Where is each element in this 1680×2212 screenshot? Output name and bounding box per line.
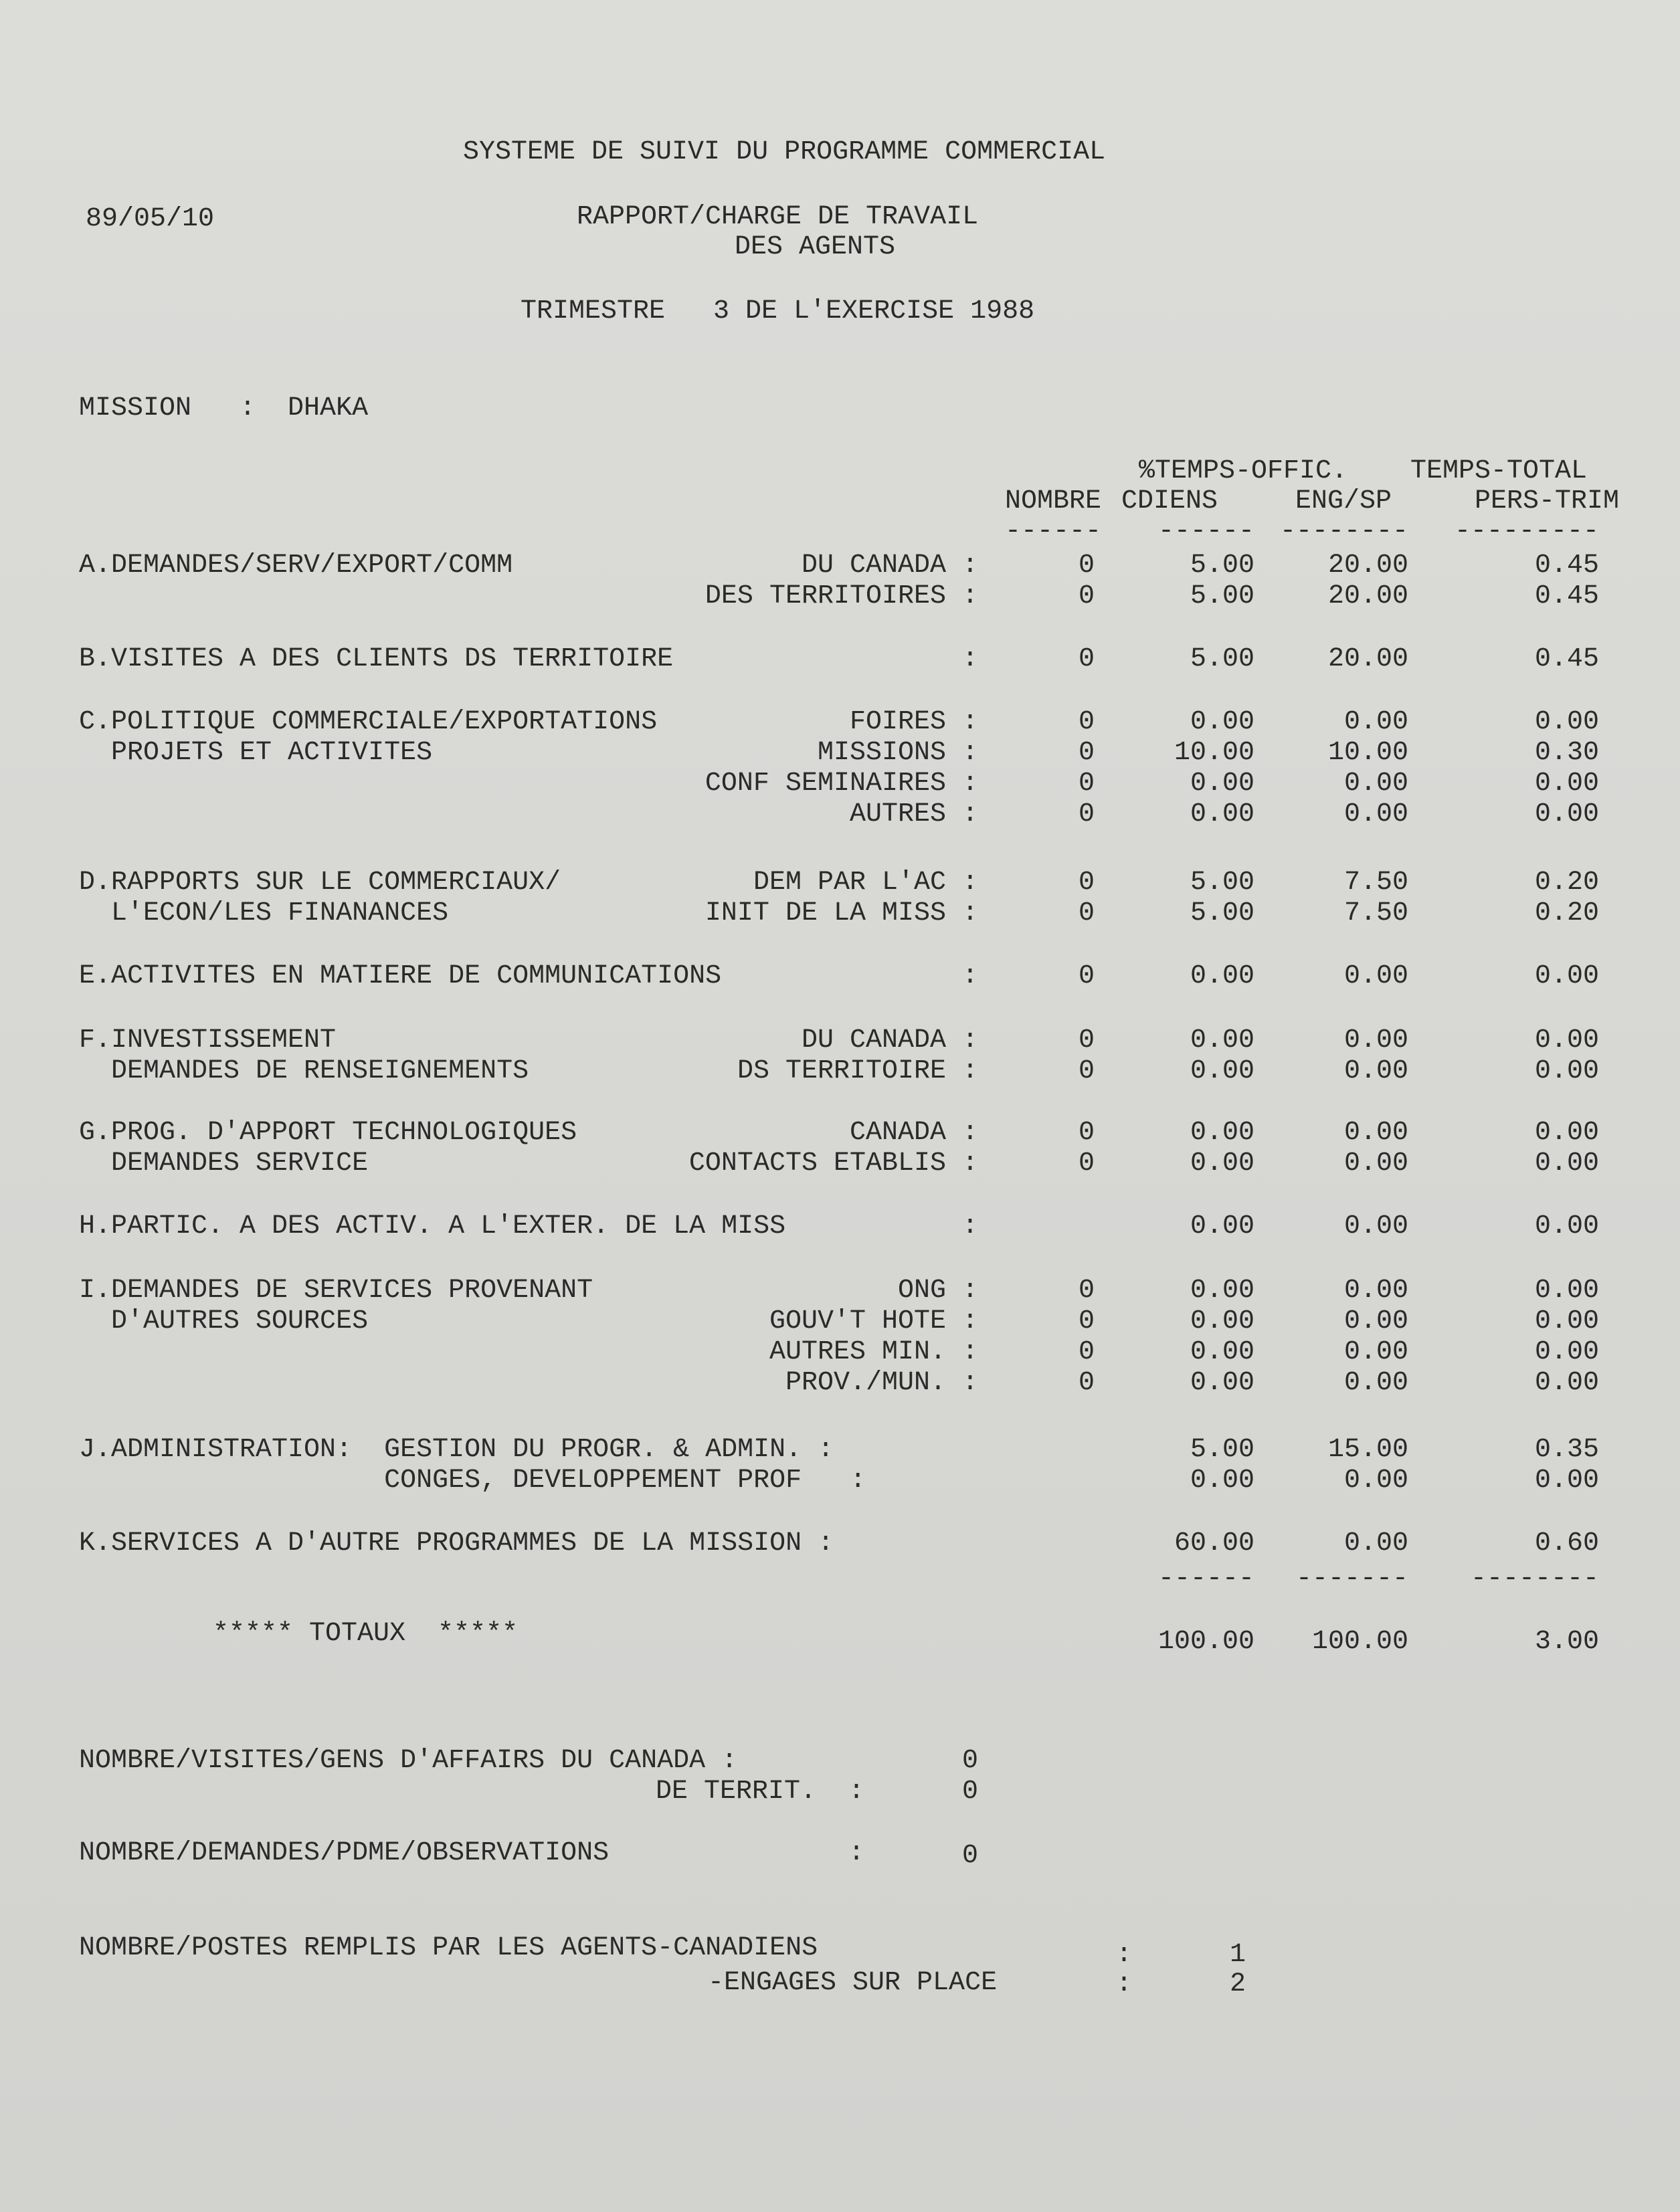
- row-engsp: 0.00: [1343, 1368, 1408, 1398]
- row-label: A.DEMANDES/SERV/EXPORT/COMM: [79, 550, 513, 581]
- row-nombre: 0: [1078, 1118, 1095, 1148]
- row-nombre: 0: [1078, 769, 1095, 799]
- row-sublabel: DEM PAR L'AC :: [753, 868, 978, 898]
- row-perstrim: 0.45: [1534, 581, 1599, 611]
- totals-cdiens: 100.00: [1157, 1627, 1254, 1657]
- row-nombre: 0: [1078, 644, 1095, 674]
- row-nombre: 0: [1078, 799, 1095, 829]
- row-engsp: 0.00: [1343, 799, 1408, 829]
- system-title: SYSTEME DE SUIVI DU PROGRAMME COMMERCIAL: [463, 137, 1106, 167]
- engages-label: -ENGAGES SUR PLACE: [708, 1968, 998, 1998]
- row-nombre: 0: [1078, 707, 1095, 737]
- row-cdiens: 0.00: [1190, 1368, 1254, 1398]
- row-perstrim: 0.00: [1534, 1025, 1599, 1055]
- row-engsp: 0.00: [1343, 1056, 1408, 1086]
- row-sublabel: PROV./MUN. :: [785, 1368, 978, 1398]
- row-engsp: 0.00: [1343, 1148, 1408, 1179]
- row-perstrim: 0.00: [1534, 1466, 1599, 1496]
- row-sublabel: CONF SEMINAIRES :: [705, 769, 978, 799]
- pdme-colon: :: [848, 1838, 865, 1868]
- divider-nombre: ------: [1004, 516, 1101, 546]
- row-perstrim: 0.00: [1534, 799, 1599, 829]
- engages-colon: :: [1116, 1969, 1133, 1999]
- row-nombre: 0: [1078, 1148, 1095, 1179]
- row-perstrim: 0.00: [1534, 1337, 1599, 1367]
- row-engsp: 0.00: [1343, 1337, 1408, 1367]
- engages-value: 2: [1230, 1969, 1246, 1999]
- row-engsp: 0.00: [1343, 1118, 1408, 1148]
- row-cdiens: 5.00: [1190, 550, 1254, 581]
- row-nombre: 0: [1078, 1337, 1095, 1367]
- row-label: L'ECON/LES FINANANCES: [79, 898, 449, 928]
- row-label: D.RAPPORTS SUR LE COMMERCIAUX/: [79, 868, 561, 898]
- row-perstrim: 0.20: [1534, 868, 1599, 898]
- report-date: 89/05/10: [86, 204, 215, 234]
- row-engsp: 0.00: [1343, 961, 1408, 991]
- row-engsp: 7.50: [1343, 898, 1408, 928]
- row-engsp: 0.00: [1343, 707, 1408, 737]
- col-header-temps-total: TEMPS-TOTAL: [1410, 456, 1588, 486]
- row-perstrim: 0.00: [1534, 1276, 1599, 1306]
- report-period: TRIMESTRE 3 DE L'EXERCISE 1988: [521, 296, 1035, 326]
- row-label: DEMANDES DE RENSEIGNEMENTS: [79, 1056, 529, 1086]
- row-perstrim: 0.30: [1534, 738, 1599, 768]
- row-engsp: 20.00: [1327, 644, 1408, 674]
- row-sublabel: MISSIONS :: [817, 738, 978, 768]
- row-perstrim: 0.20: [1534, 898, 1599, 928]
- row-cdiens: 5.00: [1190, 581, 1254, 611]
- row-label: I.DEMANDES DE SERVICES PROVENANT: [79, 1276, 593, 1306]
- visits-value: 0: [962, 1746, 979, 1776]
- mission-label: MISSION : DHAKA: [79, 393, 369, 423]
- row-label: D'AUTRES SOURCES: [79, 1306, 369, 1336]
- row-perstrim: 0.45: [1534, 644, 1599, 674]
- row-label: J.ADMINISTRATION: GESTION DU PROGR. & ADMIN. :: [79, 1435, 834, 1465]
- territ-label: DE TERRIT. :: [655, 1777, 864, 1807]
- row-cdiens: 60.00: [1174, 1528, 1254, 1559]
- row-perstrim: 0.45: [1534, 550, 1599, 581]
- row-engsp: 0.00: [1343, 1466, 1408, 1496]
- row-sublabel: AUTRES :: [849, 799, 978, 829]
- row-perstrim: 0.60: [1534, 1528, 1599, 1559]
- row-nombre: 0: [1078, 1276, 1095, 1306]
- row-nombre: 0: [1078, 961, 1095, 991]
- row-nombre: 0: [1078, 581, 1095, 611]
- totals-engsp: 100.00: [1311, 1627, 1408, 1657]
- col-header-perstrim: PERS-TRIM: [1474, 486, 1619, 516]
- row-nombre: 0: [1078, 1306, 1095, 1336]
- row-label: G.PROG. D'APPORT TECHNOLOGIQUES: [79, 1118, 577, 1148]
- row-cdiens: 5.00: [1190, 898, 1254, 928]
- totals-divider-cdiens: ------: [1157, 1564, 1254, 1594]
- row-engsp: 15.00: [1327, 1435, 1408, 1465]
- row-perstrim: 0.00: [1534, 1148, 1599, 1179]
- row-engsp: 0.00: [1343, 1306, 1408, 1336]
- row-sublabel: DS TERRITOIRE :: [737, 1056, 978, 1086]
- row-sublabel: DU CANADA :: [801, 1025, 978, 1055]
- row-engsp: 20.00: [1327, 581, 1408, 611]
- row-nombre: 0: [1078, 1025, 1095, 1055]
- row-cdiens: 0.00: [1190, 1025, 1254, 1055]
- row-perstrim: 0.00: [1534, 1211, 1599, 1241]
- row-nombre: 0: [1078, 868, 1095, 898]
- row-sublabel: :: [961, 961, 978, 991]
- row-label: E.ACTIVITES EN MATIERE DE COMMUNICATIONS: [79, 961, 722, 991]
- row-perstrim: 0.00: [1534, 961, 1599, 991]
- row-sublabel: DU CANADA :: [801, 550, 978, 581]
- row-cdiens: 0.00: [1190, 1466, 1254, 1496]
- row-perstrim: 0.00: [1534, 1368, 1599, 1398]
- col-header-nombre: NOMBRE: [1004, 486, 1101, 516]
- row-cdiens: 0.00: [1190, 1276, 1254, 1306]
- row-sublabel: GOUV'T HOTE :: [769, 1306, 978, 1336]
- totals-perstrim: 3.00: [1534, 1627, 1599, 1657]
- pdme-value: 0: [962, 1841, 979, 1871]
- row-cdiens: 0.00: [1190, 799, 1254, 829]
- totals-label: ***** TOTAUX *****: [213, 1619, 519, 1649]
- row-perstrim: 0.00: [1534, 1118, 1599, 1148]
- row-sublabel: INIT DE LA MISS :: [705, 898, 978, 928]
- row-label: CONGES, DEVELOPPEMENT PROF :: [79, 1466, 866, 1496]
- row-cdiens: 0.00: [1190, 1211, 1254, 1241]
- row-label: PROJETS ET ACTIVITES: [79, 738, 433, 768]
- row-label: K.SERVICES A D'AUTRE PROGRAMMES DE LA MISSION :: [79, 1528, 834, 1559]
- row-engsp: 20.00: [1327, 550, 1408, 581]
- row-nombre: 0: [1078, 898, 1095, 928]
- row-sublabel: CANADA :: [849, 1118, 978, 1148]
- col-header-temps-offic: %TEMPS-OFFIC.: [1139, 456, 1348, 486]
- row-label: F.INVESTISSEMENT: [79, 1025, 337, 1055]
- row-cdiens: 0.00: [1190, 1056, 1254, 1086]
- row-cdiens: 0.00: [1190, 1306, 1254, 1336]
- row-engsp: 0.00: [1343, 1276, 1408, 1306]
- totals-divider-perstrim: --------: [1470, 1564, 1599, 1594]
- visits-label: NOMBRE/VISITES/GENS D'AFFAIRS DU CANADA :: [79, 1746, 738, 1776]
- row-perstrim: 0.00: [1534, 769, 1599, 799]
- row-perstrim: 0.00: [1534, 707, 1599, 737]
- row-sublabel: FOIRES :: [849, 707, 978, 737]
- row-perstrim: 0.00: [1534, 1056, 1599, 1086]
- col-header-engsp: ENG/SP: [1295, 486, 1392, 516]
- row-engsp: 0.00: [1343, 1025, 1408, 1055]
- row-sublabel: :: [961, 1211, 978, 1241]
- report-title-line1: RAPPORT/CHARGE DE TRAVAIL: [577, 202, 979, 232]
- row-label: C.POLITIQUE COMMERCIALE/EXPORTATIONS: [79, 707, 658, 737]
- row-perstrim: 0.00: [1534, 1306, 1599, 1336]
- postes-label: NOMBRE/POSTES REMPLIS PAR LES AGENTS-CANADIENS: [79, 1933, 818, 1963]
- row-label: B.VISITES A DES CLIENTS DS TERRITOIRE: [79, 644, 674, 674]
- totals-divider-engsp: -------: [1295, 1564, 1408, 1594]
- row-nombre: 0: [1078, 550, 1095, 581]
- row-perstrim: 0.35: [1534, 1435, 1599, 1465]
- row-cdiens: 5.00: [1190, 1435, 1254, 1465]
- row-sublabel: ONG :: [897, 1276, 978, 1306]
- row-sublabel: CONTACTS ETABLIS :: [688, 1148, 978, 1179]
- row-cdiens: 5.00: [1190, 644, 1254, 674]
- row-cdiens: 0.00: [1190, 1118, 1254, 1148]
- row-cdiens: 0.00: [1190, 769, 1254, 799]
- row-cdiens: 10.00: [1174, 738, 1254, 768]
- row-nombre: 0: [1078, 1368, 1095, 1398]
- postes-value: 1: [1230, 1940, 1246, 1970]
- report-title-line2: DES AGENTS: [735, 232, 896, 262]
- row-cdiens: 5.00: [1190, 868, 1254, 898]
- postes-colon: :: [1116, 1940, 1133, 1970]
- divider-engsp: --------: [1279, 516, 1408, 546]
- row-nombre: 0: [1078, 738, 1095, 768]
- row-cdiens: 0.00: [1190, 1148, 1254, 1179]
- row-sublabel: DES TERRITOIRES :: [705, 581, 978, 611]
- row-nombre: 0: [1078, 1056, 1095, 1086]
- row-cdiens: 0.00: [1190, 1337, 1254, 1367]
- pdme-label: NOMBRE/DEMANDES/PDME/OBSERVATIONS: [79, 1838, 610, 1868]
- divider-cdiens: ------: [1157, 516, 1254, 546]
- row-engsp: 0.00: [1343, 1211, 1408, 1241]
- row-label: H.PARTIC. A DES ACTIV. A L'EXTER. DE LA MISS: [79, 1211, 786, 1241]
- row-label: DEMANDES SERVICE: [79, 1148, 369, 1179]
- row-cdiens: 0.00: [1190, 707, 1254, 737]
- divider-perstrim: ---------: [1454, 516, 1599, 546]
- row-engsp: 7.50: [1343, 868, 1408, 898]
- row-engsp: 10.00: [1327, 738, 1408, 768]
- col-header-cdiens: CDIENS: [1121, 486, 1218, 516]
- row-sublabel: AUTRES MIN. :: [769, 1337, 978, 1367]
- row-sublabel: :: [961, 644, 978, 674]
- row-engsp: 0.00: [1343, 769, 1408, 799]
- row-cdiens: 0.00: [1190, 961, 1254, 991]
- territ-value: 0: [962, 1777, 979, 1807]
- row-engsp: 0.00: [1343, 1528, 1408, 1559]
